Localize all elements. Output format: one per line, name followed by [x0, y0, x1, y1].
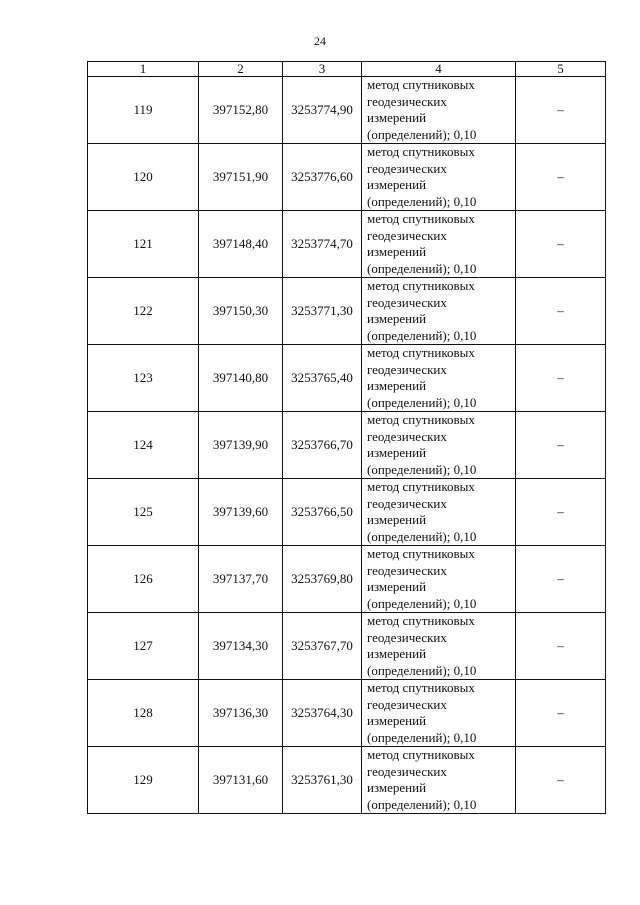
method-line: измерений [367, 244, 427, 259]
column-header-4: 4 [362, 62, 516, 77]
page-number: 24 [314, 34, 326, 48]
y-coordinate-cell: 3253761,30 [283, 747, 362, 814]
method-line: метод спутниковых [367, 546, 475, 561]
method-line: геодезических [367, 93, 447, 109]
point-number-cell: 123 [88, 345, 199, 412]
y-coordinate-cell: 3253774,90 [283, 77, 362, 144]
method-line: (определений); 0,10 [367, 729, 477, 745]
y-coordinate-cell: 3253774,70 [283, 211, 362, 278]
point-number-cell: 128 [88, 680, 199, 747]
table-row [88, 479, 606, 546]
table-row [88, 680, 606, 747]
method-line: геодезических [367, 428, 447, 444]
note-cell: – [516, 278, 606, 345]
x-coordinate-cell: 397148,40 [199, 211, 283, 278]
table-row [88, 345, 606, 412]
note-cell: – [516, 546, 606, 613]
method-line: измерений [367, 713, 427, 728]
method-line: измерений [367, 579, 427, 594]
column-header-5: 5 [516, 62, 606, 77]
x-coordinate-cell: 397139,60 [199, 479, 283, 546]
method-line: геодезических [367, 763, 447, 779]
method-cell [362, 211, 516, 278]
point-number-cell: 125 [88, 479, 199, 546]
header-row [88, 62, 606, 77]
method-line: геодезических [367, 495, 447, 511]
method-line: измерений [367, 378, 427, 393]
method-line: (определений); 0,10 [367, 126, 477, 142]
method-line: (определений); 0,10 [367, 394, 477, 410]
method-line: измерений [367, 311, 427, 326]
point-number-cell: 121 [88, 211, 199, 278]
table-row [88, 211, 606, 278]
y-coordinate-cell: 3253766,70 [283, 412, 362, 479]
method-line: измерений [367, 512, 427, 527]
method-line: (определений); 0,10 [367, 461, 477, 477]
point-number-cell: 129 [88, 747, 199, 814]
table-row [88, 144, 606, 211]
method-line: метод спутниковых [367, 479, 475, 494]
y-coordinate-cell: 3253771,30 [283, 278, 362, 345]
coordinates-table [87, 61, 606, 814]
table-row [88, 546, 606, 613]
table-row [88, 747, 606, 814]
method-line: метод спутниковых [367, 278, 475, 293]
method-line: метод спутниковых [367, 680, 475, 695]
x-coordinate-cell: 397134,30 [199, 613, 283, 680]
method-line: (определений); 0,10 [367, 796, 477, 812]
note-cell: – [516, 479, 606, 546]
note-cell: – [516, 613, 606, 680]
table-body [88, 77, 606, 814]
x-coordinate-cell: 397150,30 [199, 278, 283, 345]
x-coordinate-cell: 397136,30 [199, 680, 283, 747]
method-line: метод спутниковых [367, 211, 475, 226]
y-coordinate-cell: 3253767,70 [283, 613, 362, 680]
method-line: метод спутниковых [367, 144, 475, 159]
method-line: (определений); 0,10 [367, 327, 477, 343]
method-cell [362, 412, 516, 479]
method-line: геодезических [367, 629, 447, 645]
note-cell: – [516, 77, 606, 144]
method-cell [362, 680, 516, 747]
point-number-cell: 120 [88, 144, 199, 211]
y-coordinate-cell: 3253769,80 [283, 546, 362, 613]
x-coordinate-cell: 397137,70 [199, 546, 283, 613]
table-row [88, 613, 606, 680]
method-line: метод спутниковых [367, 77, 475, 92]
method-line: метод спутниковых [367, 747, 475, 762]
note-cell: – [516, 680, 606, 747]
y-coordinate-cell: 3253765,40 [283, 345, 362, 412]
column-header-1: 1 [88, 62, 199, 77]
method-line: (определений); 0,10 [367, 193, 477, 209]
method-cell [362, 613, 516, 680]
column-header-3: 3 [283, 62, 362, 77]
method-line: (определений); 0,10 [367, 260, 477, 276]
method-line: измерений [367, 177, 427, 192]
table-header [88, 62, 606, 77]
table-row [88, 77, 606, 144]
method-cell [362, 546, 516, 613]
y-coordinate-cell: 3253764,30 [283, 680, 362, 747]
method-cell [362, 77, 516, 144]
method-line: измерений [367, 780, 427, 795]
method-line: (определений); 0,10 [367, 595, 477, 611]
point-number-cell: 127 [88, 613, 199, 680]
note-cell: – [516, 345, 606, 412]
table-row [88, 278, 606, 345]
point-number-cell: 122 [88, 278, 199, 345]
x-coordinate-cell: 397152,80 [199, 77, 283, 144]
point-number-cell: 126 [88, 546, 199, 613]
method-line: геодезических [367, 361, 447, 377]
method-line: метод спутниковых [367, 412, 475, 427]
x-coordinate-cell: 397131,60 [199, 747, 283, 814]
method-cell [362, 345, 516, 412]
method-line: (определений); 0,10 [367, 528, 477, 544]
method-line: метод спутниковых [367, 345, 475, 360]
method-cell [362, 747, 516, 814]
x-coordinate-cell: 397151,90 [199, 144, 283, 211]
point-number-cell: 119 [88, 77, 199, 144]
y-coordinate-cell: 3253766,50 [283, 479, 362, 546]
note-cell: – [516, 747, 606, 814]
x-coordinate-cell: 397139,90 [199, 412, 283, 479]
method-cell [362, 278, 516, 345]
point-number-cell: 124 [88, 412, 199, 479]
method-line: измерений [367, 445, 427, 460]
method-line: геодезических [367, 696, 447, 712]
y-coordinate-cell: 3253776,60 [283, 144, 362, 211]
method-line: геодезических [367, 227, 447, 243]
method-line: геодезических [367, 160, 447, 176]
x-coordinate-cell: 397140,80 [199, 345, 283, 412]
method-line: измерений [367, 110, 427, 125]
note-cell: – [516, 211, 606, 278]
method-line: метод спутниковых [367, 613, 475, 628]
note-cell: – [516, 144, 606, 211]
table-row [88, 412, 606, 479]
method-cell [362, 479, 516, 546]
method-cell [362, 144, 516, 211]
method-line: измерений [367, 646, 427, 661]
method-line: геодезических [367, 294, 447, 310]
method-line: геодезических [367, 562, 447, 578]
method-line: (определений); 0,10 [367, 662, 477, 678]
note-cell: – [516, 412, 606, 479]
column-header-2: 2 [199, 62, 283, 77]
